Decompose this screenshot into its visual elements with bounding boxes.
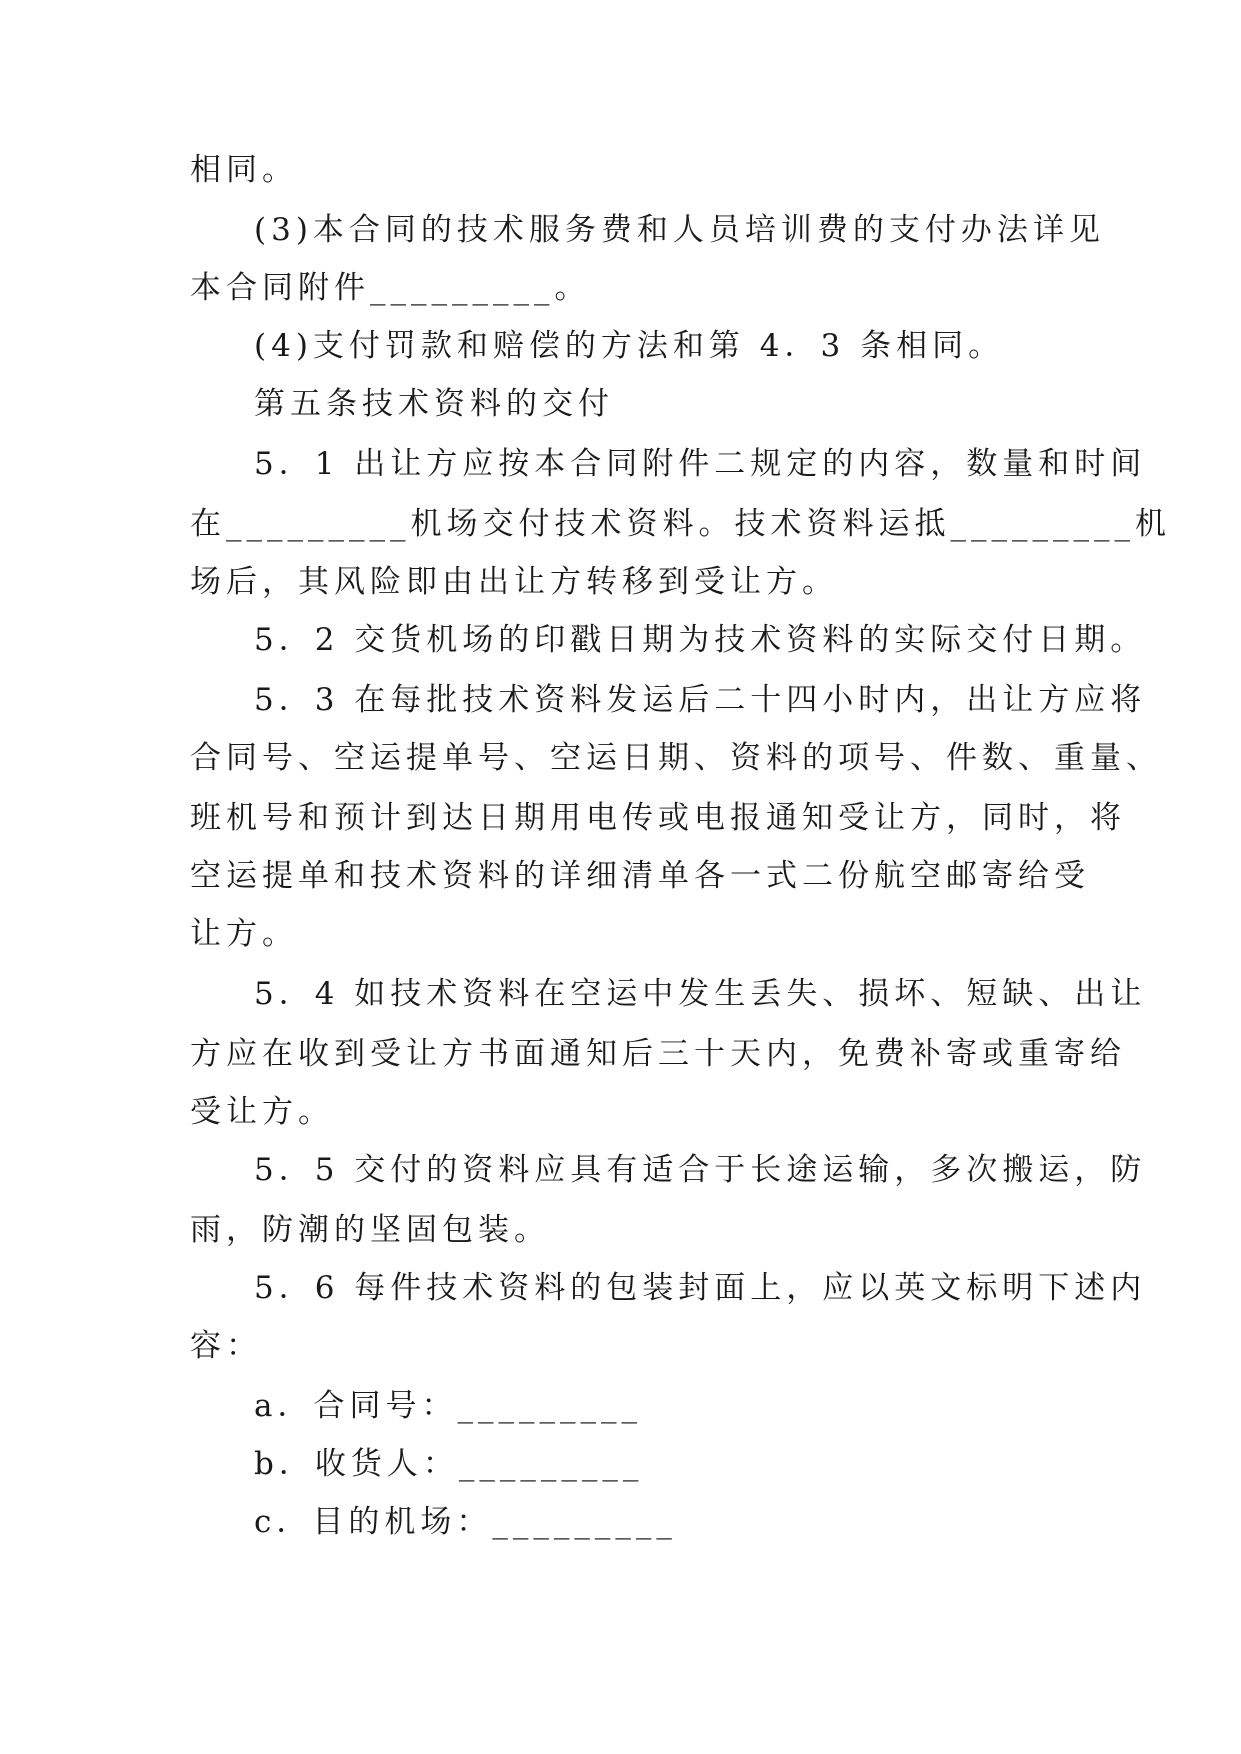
text-line: 方应在收到受让方书面通知后三十天内，免费补寄或重寄给 [190,1036,1126,1072]
list-item: b．收货人：_________ [254,1446,644,1482]
text-line: 本合同附件_________。 [190,270,591,306]
text-line: 5．6 每件技术资料的包装封面上，应以英文标明下述内 [254,1270,1147,1306]
text-line: 相同。 [190,152,298,188]
text-line: (3)本合同的技术服务费和人员培训费的支付办法详见 [254,212,1105,248]
section-heading: 第五条技术资料的交付 [254,386,614,422]
text-line: 容： [190,1328,262,1364]
text-line: 场后，其风险即由出让方转移到受让方。 [190,564,838,600]
text-line: 5．2 交货机场的印戳日期为技术资料的实际交付日期。 [254,622,1147,658]
text-line: 班机号和预计到达日期用电传或电报通知受让方，同时，将 [190,800,1126,836]
text-line: 空运提单和技术资料的详细清单各一式二份航空邮寄给受 [190,858,1090,894]
text-line: 雨，防潮的坚固包装。 [190,1212,550,1248]
list-item: c．目的机场：_________ [254,1504,677,1540]
text-line: 让方。 [190,916,298,952]
text-line: 5．3 在每批技术资料发运后二十四小时内，出让方应将 [254,682,1147,718]
list-item: a．合同号：_________ [254,1388,642,1424]
text-line: 5．4 如技术资料在空运中发生丢失、损坏、短缺、出让 [254,976,1147,1012]
text-line: 在_________机场交付技术资料。技术资料运抵_________机 [190,506,1171,542]
text-line: (4)支付罚款和赔偿的方法和第 4．3 条相同。 [254,328,1005,364]
text-line: 合同号、空运提单号、空运日期、资料的项号、件数、重量、 [190,740,1162,776]
text-line: 受让方。 [190,1094,334,1130]
text-line: 5．1 出让方应按本合同附件二规定的内容，数量和时间 [254,446,1147,482]
text-line: 5．5 交付的资料应具有适合于长途运输，多次搬运，防 [254,1152,1147,1188]
